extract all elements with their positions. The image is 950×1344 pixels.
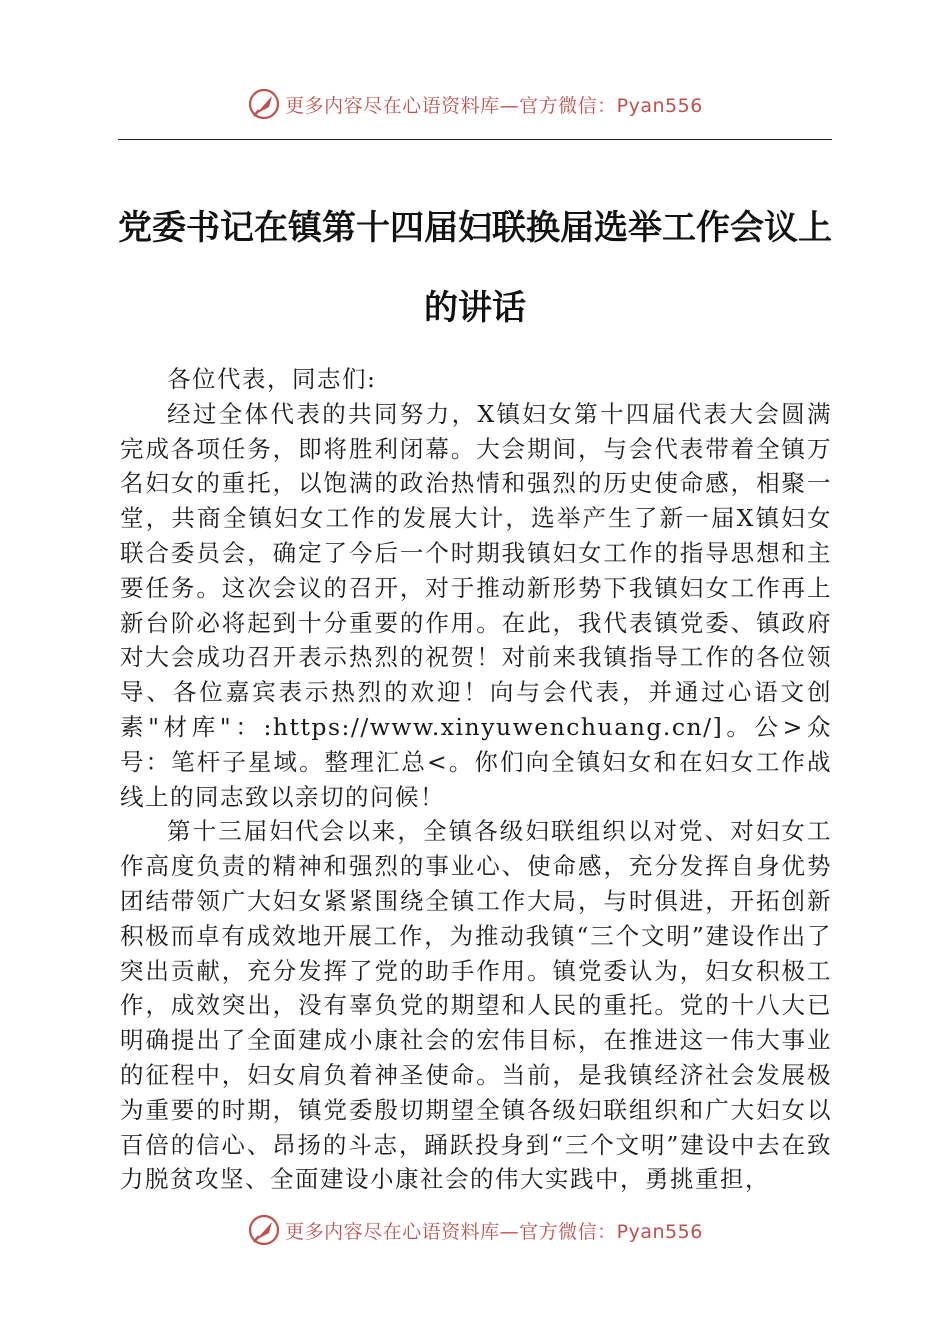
quill-logo-icon: [247, 1213, 281, 1247]
quill-logo-icon: [247, 87, 281, 121]
document-body: [120, 362, 832, 1197]
body-paragraph: 经过全体代表的共同努力，X镇妇女第十四届代表大会圆满完成各项任务，即将胜利闭幕。大会期间，与会代表带着全镇万名妇女的重托，以饱满的政治热情和强烈的历史使命感，相聚一堂，共商全镇妇女工作的发展大计，选举产生了新一届X镇妇女联合委员会，确定了今后一个时期我镇妇女工作的指导思想和主要任务。这次会议的召开，对于推动新形势下我镇妇女工作再上新台阶必将起到十分重要的作用。在此，我代表镇党委、镇政府对大会成功召开表示热烈的祝贺！对前来我镇指导工作的各位领导、各位嘉宾表示热烈的欢迎！向与会代表，并通过心语文创素"材库"：:https://www.xinyuwenchuang.cn/]。公>众号：笔杆子星域。整理汇总<。你们向全镇妇女和在妇女工作战线上的同志致以亲切的问候！: [120, 399, 832, 811]
salutation-paragraph: 各位代表，同志们:: [167, 365, 377, 393]
banner-text: 更多内容尽在心语资料库—官方微信：Pyan556: [285, 1220, 703, 1243]
document-title: 党委书记在镇第十四届妇联换届选举工作会议上的讲话: [118, 208, 832, 328]
header-banner: [0, 84, 950, 124]
footer-banner: [0, 1210, 950, 1250]
body-paragraph: 第十三届妇代会以来，全镇各级妇联组织以对党、对妇女工作高度负责的精神和强烈的事业心、使命感，充分发挥自身优势团结带领广大妇女紧紧围绕全镇工作大局，与时俱进，开拓创新积极而卓有成效地开展工作，为推动我镇“三个文明”建设作出了突出贡献，充分发挥了党的助手作用。镇党委认为，妇女积极工作，成效突出，没有辜负党的期望和人民的重托。党的十八大已明确提出了全面建成小康社会的宏伟目标，在推进这一伟大事业的征程中，妇女肩负着神圣使命。当前，是我镇经济社会发展极为重要的时期，镇党委殷切期望全镇各级妇联组织和广大妇女以百倍的信心、昂扬的斗志，踊跃投身到“三个文明”建设中去在致力脱贫攻坚、全面建设小康社会的伟大实践中，勇挑重担，: [120, 817, 832, 1194]
banner-text: 更多内容尽在心语资料库—官方微信：Pyan556: [285, 94, 703, 117]
header-divider: [118, 139, 832, 140]
